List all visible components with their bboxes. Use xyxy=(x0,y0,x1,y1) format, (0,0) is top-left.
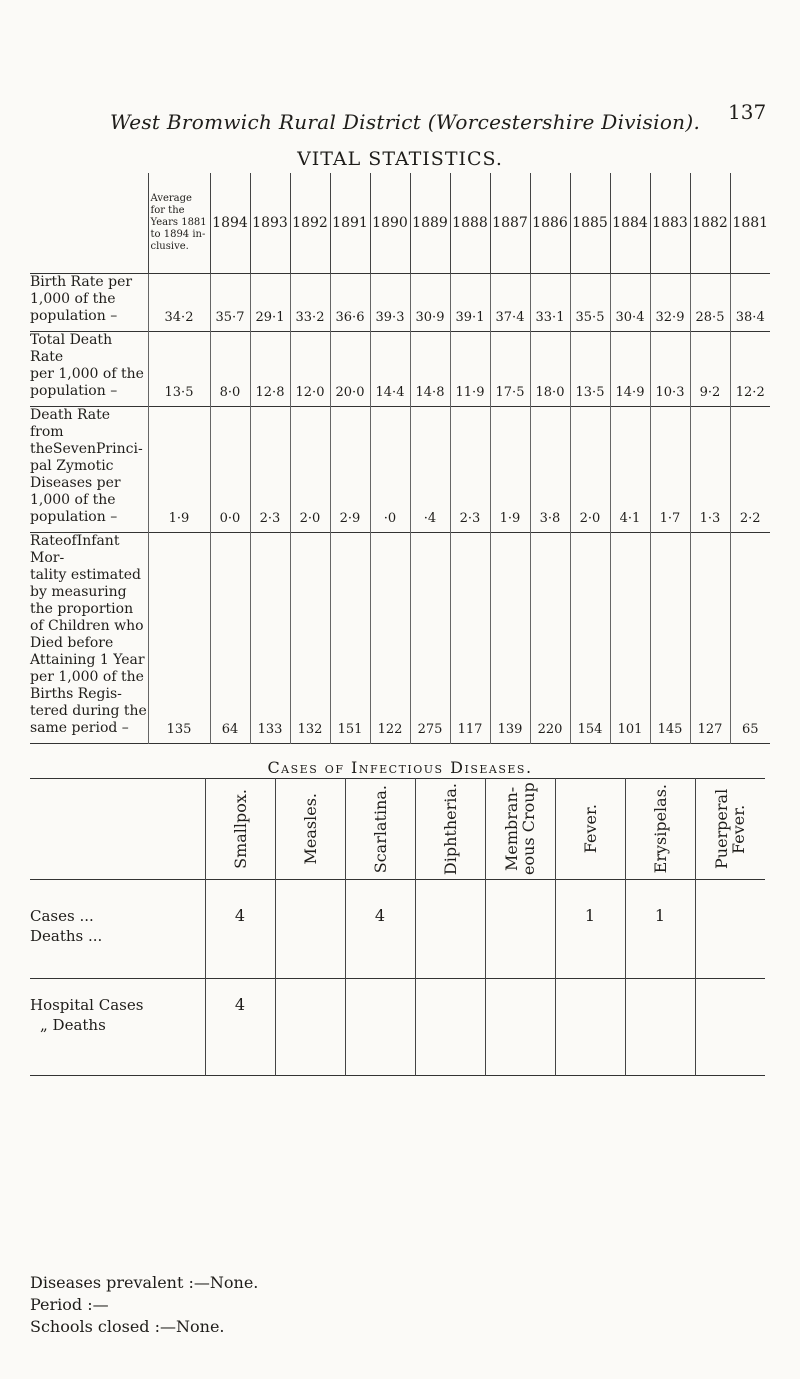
year-value: 1·3 xyxy=(690,407,730,533)
disease-name: Smallpox. xyxy=(230,789,250,869)
period-note: Period :— xyxy=(30,1295,109,1314)
statistic-label xyxy=(30,332,148,407)
disease-name: Erysipelas. xyxy=(650,784,670,874)
disease-name: Diphtheria. xyxy=(440,782,460,876)
footer-notes xyxy=(30,1272,258,1338)
year-header: 1888 xyxy=(450,173,490,274)
year-value: 2·3 xyxy=(450,407,490,533)
year-header: 1885 xyxy=(570,173,610,274)
year-value: 36·6 xyxy=(330,274,370,332)
year-value: 28·5 xyxy=(690,274,730,332)
year-value: 101 xyxy=(610,533,650,744)
year-header: 1884 xyxy=(610,173,650,274)
statistic-label-line: 1,000 of the xyxy=(30,492,116,508)
statistic-label-line: population – xyxy=(30,383,118,399)
disease-column-header xyxy=(485,779,555,880)
infectious-diseases-table xyxy=(30,778,765,1076)
year-value: 17·5 xyxy=(490,332,530,407)
year-value: 133 xyxy=(250,533,290,744)
year-value: ·0 xyxy=(370,407,410,533)
year-value: 35·5 xyxy=(570,274,610,332)
year-value: 32·9 xyxy=(650,274,690,332)
statistic-label-line: tered during the xyxy=(30,703,147,719)
statistic-label xyxy=(30,407,148,533)
year-value: 12·8 xyxy=(250,332,290,407)
year-value: 220 xyxy=(530,533,570,744)
statistic-label xyxy=(30,274,148,332)
statistic-label-line: Births Regis- xyxy=(30,686,122,702)
year-value: 8·0 xyxy=(210,332,250,407)
statistic-label-line: per 1,000 of the xyxy=(30,669,144,685)
statistic-label-line: same period – xyxy=(30,720,129,736)
year-value: 33·2 xyxy=(290,274,330,332)
year-header: 1889 xyxy=(410,173,450,274)
disease-count xyxy=(625,979,695,1076)
schools-closed: Schools closed :—None. xyxy=(30,1317,225,1336)
infectious-diseases-heading: Cases of Infectious Diseases. xyxy=(267,758,533,777)
statistic-label-line: Died before xyxy=(30,635,114,651)
statistic-label-line: Diseases per xyxy=(30,475,121,491)
disease-count xyxy=(415,979,485,1076)
year-value: 3·8 xyxy=(530,407,570,533)
statistic-row xyxy=(30,274,770,332)
year-value: 0·0 xyxy=(210,407,250,533)
disease-name: Fever. xyxy=(580,804,600,854)
disease-name: Membran- eous Croup xyxy=(502,782,538,876)
row-label-header xyxy=(30,173,148,274)
disease-count xyxy=(695,979,765,1076)
year-header: 1893 xyxy=(250,173,290,274)
disease-name: Puerperal Fever. xyxy=(712,788,749,870)
year-value: 9·2 xyxy=(690,332,730,407)
disease-column-header xyxy=(415,779,485,880)
year-value: 2·9 xyxy=(330,407,370,533)
cases-deaths-row xyxy=(30,880,765,979)
average-value: 1·9 xyxy=(148,407,210,533)
disease-column-header xyxy=(345,779,415,880)
year-value: 132 xyxy=(290,533,330,744)
statistic-label-line: population – xyxy=(30,509,118,525)
statistic-label-line: Attaining 1 Year xyxy=(30,652,145,668)
year-value: 2·0 xyxy=(290,407,330,533)
disease-column-header xyxy=(275,779,345,880)
disease-count: 4 xyxy=(205,880,275,979)
statistic-label-line: RateofInfant Mor- xyxy=(30,533,120,566)
disease-count xyxy=(415,880,485,979)
year-value: 1·9 xyxy=(490,407,530,533)
year-header: 1881 xyxy=(732,215,769,231)
page-number: 137 xyxy=(728,100,767,124)
hospital-label xyxy=(30,979,205,1076)
year-value: ·4 xyxy=(410,407,450,533)
statistic-label-line: population – xyxy=(30,308,118,324)
disease-count xyxy=(275,979,345,1076)
year-value: 18·0 xyxy=(530,332,570,407)
year-value: 10·3 xyxy=(650,332,690,407)
statistic-label-line: Death Rate from xyxy=(30,407,111,440)
year-value: 2·2 xyxy=(739,511,761,526)
statistic-label-line: Birth Rate per xyxy=(30,274,133,290)
average-header: Average for the Years 1881 to 1894 in- clusive. xyxy=(148,173,210,274)
statistic-label-line: tality estimated xyxy=(30,567,141,583)
vital-statistics-table xyxy=(30,173,770,744)
year-header: 1883 xyxy=(650,173,690,274)
deaths-label: Deaths ... xyxy=(30,927,103,945)
average-value: 135 xyxy=(148,533,210,744)
cases-label: Cases ... xyxy=(30,907,94,925)
year-value: 127 xyxy=(690,533,730,744)
disease-name: Measles. xyxy=(300,793,320,865)
statistic-label-line: of Children who xyxy=(30,618,144,634)
disease-column-header xyxy=(625,779,695,880)
cases-deaths-label xyxy=(30,880,205,979)
year-value: 39·1 xyxy=(450,274,490,332)
year-header: 1882 xyxy=(690,173,730,274)
year-value: 12·0 xyxy=(290,332,330,407)
disease-column-header xyxy=(205,779,275,880)
year-value: 14·8 xyxy=(410,332,450,407)
statistic-row xyxy=(30,407,770,533)
row-label-header xyxy=(30,779,205,880)
statistic-label-line: pal Zymotic xyxy=(30,458,114,474)
year-header: 1894 xyxy=(210,173,250,274)
year-header: 1891 xyxy=(330,173,370,274)
year-header: 1886 xyxy=(530,173,570,274)
year-value: 20·0 xyxy=(330,332,370,407)
disease-count xyxy=(555,979,625,1076)
statistic-label xyxy=(30,533,148,744)
statistic-label-line: theSevenPrinci- xyxy=(30,441,143,457)
disease-column-header xyxy=(555,779,625,880)
disease-count xyxy=(485,979,555,1076)
year-value: 151 xyxy=(330,533,370,744)
year-header-row xyxy=(30,173,770,274)
average-value: 34·2 xyxy=(148,274,210,332)
disease-count: 1 xyxy=(555,880,625,979)
year-value: 117 xyxy=(450,533,490,744)
hospital-row xyxy=(30,979,765,1076)
statistic-row xyxy=(30,332,770,407)
disease-name: Scarlatina. xyxy=(370,784,390,874)
hospital-cases-label: Hospital Cases xyxy=(30,996,144,1014)
average-value: 13·5 xyxy=(148,332,210,407)
year-value: 2·0 xyxy=(570,407,610,533)
year-header: 1892 xyxy=(290,173,330,274)
disease-count: 4 xyxy=(345,880,415,979)
year-value: 13·5 xyxy=(570,332,610,407)
disease-count: 1 xyxy=(625,880,695,979)
disease-count xyxy=(695,880,765,979)
vital-statistics-body xyxy=(30,274,770,744)
year-value: 29·1 xyxy=(250,274,290,332)
year-value: 139 xyxy=(490,533,530,744)
year-value: 30·9 xyxy=(410,274,450,332)
year-value: 30·4 xyxy=(610,274,650,332)
year-value: 1·7 xyxy=(650,407,690,533)
statistic-row xyxy=(30,533,770,744)
statistic-label-line: 1,000 of the xyxy=(30,291,116,307)
statistic-label-line: per 1,000 of the xyxy=(30,366,144,382)
disease-count xyxy=(275,880,345,979)
year-value: 35·7 xyxy=(210,274,250,332)
year-value: 39·3 xyxy=(370,274,410,332)
district-title: West Bromwich Rural District (Worcestershire Division). xyxy=(110,110,701,134)
year-value: 145 xyxy=(650,533,690,744)
year-value: 14·9 xyxy=(610,332,650,407)
year-header: 1887 xyxy=(490,173,530,274)
year-value: 64 xyxy=(210,533,250,744)
year-value: 37·4 xyxy=(490,274,530,332)
statistic-label-line: by measuring xyxy=(30,584,127,600)
year-value: 38·4 xyxy=(735,310,765,325)
disease-count: 4 xyxy=(205,979,275,1076)
year-header: 1890 xyxy=(370,173,410,274)
hospital-deaths-label: „ Deaths xyxy=(40,1016,106,1034)
year-value: 122 xyxy=(370,533,410,744)
year-value: 65 xyxy=(741,722,759,737)
year-value: 33·1 xyxy=(530,274,570,332)
disease-count xyxy=(485,880,555,979)
year-value: 2·3 xyxy=(250,407,290,533)
year-value: 275 xyxy=(410,533,450,744)
year-value: 14·4 xyxy=(370,332,410,407)
statistic-label-line: Total Death Rate xyxy=(30,332,113,365)
disease-count xyxy=(345,979,415,1076)
year-value: 154 xyxy=(570,533,610,744)
year-value: 12·2 xyxy=(735,385,765,400)
diseases-prevalent: Diseases prevalent :—None. xyxy=(30,1273,259,1292)
vital-statistics-heading: VITAL STATISTICS. xyxy=(297,148,503,170)
disease-header-row xyxy=(30,779,765,880)
year-value: 11·9 xyxy=(450,332,490,407)
statistic-label-line: the proportion xyxy=(30,601,134,617)
disease-column-header xyxy=(695,779,765,880)
year-value: 4·1 xyxy=(610,407,650,533)
